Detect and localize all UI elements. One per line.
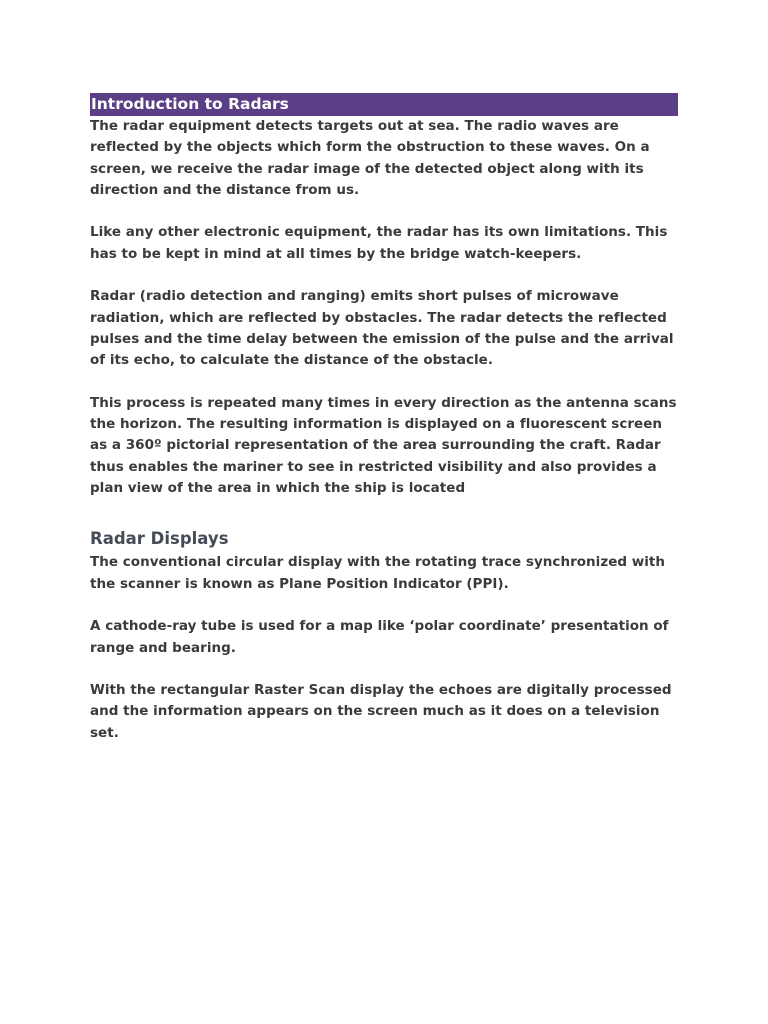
section-heading-introduction-to-radars: Introduction to Radars (90, 93, 678, 116)
displays-paragraph-2: A cathode-ray tube is used for a map like ‘polar coordinate’ presentation of range and bearing. (90, 618, 669, 656)
paragraph-spacer (90, 372, 678, 393)
intro-paragraph-1: The radar equipment detects targets out at sea. The radio waves are reflected by the objects which form the obstruction to these waves. On a screen, we receive the radar image of the detected object along with its direction and the distance from us. (90, 118, 650, 198)
paragraph-spacer (90, 659, 678, 680)
document-body (90, 93, 678, 744)
paragraph-spacer (90, 595, 678, 616)
intro-paragraph-4: This process is repeated many times in every direction as the antenna scans the horizon. The resulting information is displayed on a fluorescent screen as a 360º pictorial representation of the area surrounding the craft. Radar thus enables the mariner to see in restricted visibility and also provides a plan view of the area in which the ship is located (90, 394, 677, 497)
intro-paragraph-2: Like any other electronic equipment, the radar has its own limitations. This has to be kept in mind at all times by the bridge watch-keepers. (90, 224, 668, 262)
displays-paragraph-1: The conventional circular display with the rotating trace synchronized with the scanner is known as Plane Position Indicator (PPI). (90, 554, 666, 592)
section-spacer (90, 499, 678, 528)
displays-paragraph-3: With the rectangular Raster Scan display the echoes are digitally processed and the information appears on the screen much as it does on a television set. (90, 682, 672, 741)
intro-paragraph-3: Radar (radio detection and ranging) emits short pulses of microwave radiation, which are reflected by obstacles. The radar detects the reflected pulses and the time delay between the emission of the pulse and the arrival of its echo, to calculate the distance of the obstacle. (90, 288, 674, 369)
paragraph-spacer (90, 201, 678, 222)
section-heading-radar-displays: Radar Displays (90, 529, 229, 549)
paragraph-spacer (90, 265, 678, 286)
